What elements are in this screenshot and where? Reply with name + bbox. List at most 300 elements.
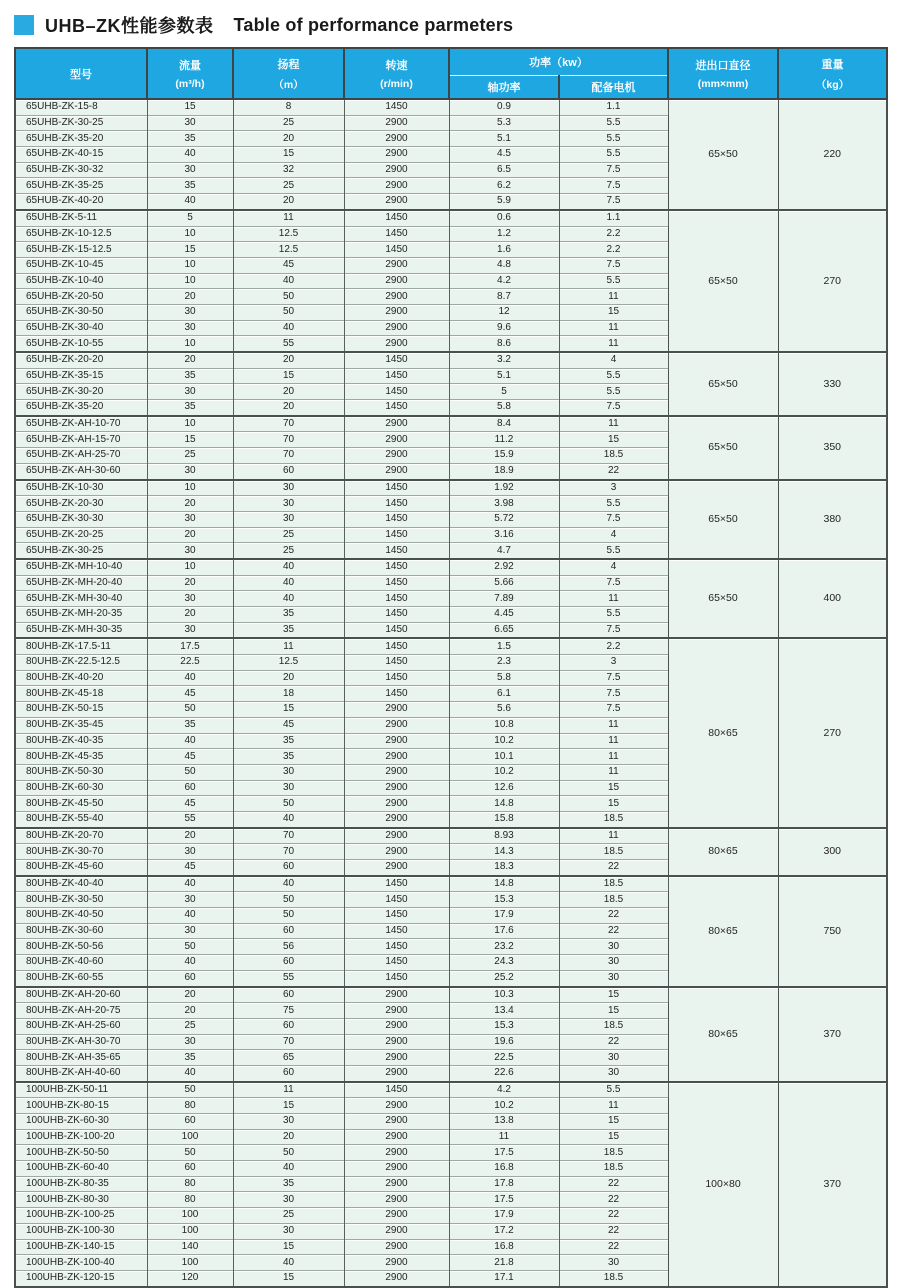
shaft-power-cell: 3.98 bbox=[449, 496, 559, 512]
flow-cell: 20 bbox=[147, 527, 233, 543]
shaft-power-cell: 7.89 bbox=[449, 591, 559, 607]
motor-power-cell: 18.5 bbox=[559, 1018, 668, 1034]
motor-power-cell: 11 bbox=[559, 1098, 668, 1114]
shaft-power-cell: 6.65 bbox=[449, 622, 559, 638]
speed-cell: 1450 bbox=[344, 876, 449, 892]
model-cell: 100UHB-ZK-100-25 bbox=[15, 1208, 147, 1224]
head-cell: 70 bbox=[233, 1034, 344, 1050]
model-cell: 80UHB-ZK-60-55 bbox=[15, 970, 147, 986]
flow-cell: 20 bbox=[147, 289, 233, 305]
table-row bbox=[15, 210, 887, 226]
header-flow-unit: (m³/h) bbox=[175, 78, 205, 90]
head-cell: 56 bbox=[233, 939, 344, 955]
model-cell: 65UHB-ZK-20-30 bbox=[15, 496, 147, 512]
motor-power-cell: 18.5 bbox=[559, 1270, 668, 1286]
speed-cell: 1450 bbox=[344, 892, 449, 908]
model-cell: 65UHB-ZK-35-20 bbox=[15, 131, 147, 147]
flow-cell: 30 bbox=[147, 384, 233, 400]
shaft-power-cell: 8.4 bbox=[449, 416, 559, 432]
head-cell: 25 bbox=[233, 543, 344, 559]
model-cell: 80UHB-ZK-22.5-12.5 bbox=[15, 655, 147, 671]
head-cell: 11 bbox=[233, 1082, 344, 1098]
flow-cell: 30 bbox=[147, 591, 233, 607]
table-row bbox=[15, 99, 887, 115]
head-cell: 20 bbox=[233, 400, 344, 416]
speed-cell: 1450 bbox=[344, 99, 449, 115]
flow-cell: 25 bbox=[147, 448, 233, 464]
shaft-power-cell: 10.3 bbox=[449, 987, 559, 1003]
shaft-power-cell: 13.8 bbox=[449, 1114, 559, 1130]
head-cell: 32 bbox=[233, 162, 344, 178]
motor-power-cell: 11 bbox=[559, 591, 668, 607]
head-cell: 15 bbox=[233, 702, 344, 718]
flow-cell: 80 bbox=[147, 1176, 233, 1192]
motor-power-cell: 5.5 bbox=[559, 273, 668, 289]
motor-power-cell: 18.5 bbox=[559, 844, 668, 860]
motor-power-cell: 11 bbox=[559, 416, 668, 432]
model-cell: 65UHB-ZK-10-40 bbox=[15, 273, 147, 289]
motor-power-cell: 22 bbox=[559, 1176, 668, 1192]
speed-cell: 1450 bbox=[344, 400, 449, 416]
flow-cell: 45 bbox=[147, 686, 233, 702]
inlet-outlet-diameter-cell: 100×80 bbox=[668, 1082, 778, 1287]
header-head bbox=[233, 48, 344, 99]
motor-power-cell: 22 bbox=[559, 1239, 668, 1255]
speed-cell: 1450 bbox=[344, 1082, 449, 1098]
title-english: Table of performance parmeters bbox=[233, 14, 514, 35]
head-cell: 40 bbox=[233, 1161, 344, 1177]
model-cell: 100UHB-ZK-50-50 bbox=[15, 1145, 147, 1161]
motor-power-cell: 1.1 bbox=[559, 99, 668, 115]
model-cell: 100UHB-ZK-80-35 bbox=[15, 1176, 147, 1192]
weight-value-cell: 270 bbox=[778, 210, 887, 352]
shaft-power-cell: 22.5 bbox=[449, 1050, 559, 1066]
motor-power-cell: 22 bbox=[559, 908, 668, 924]
model-cell: 65UHB-ZK-35-25 bbox=[15, 178, 147, 194]
speed-cell: 2900 bbox=[344, 1161, 449, 1177]
flow-cell: 35 bbox=[147, 400, 233, 416]
speed-cell: 1450 bbox=[344, 591, 449, 607]
flow-cell: 100 bbox=[147, 1255, 233, 1271]
speed-cell: 2900 bbox=[344, 1003, 449, 1019]
speed-cell: 1450 bbox=[344, 527, 449, 543]
speed-cell: 2900 bbox=[344, 717, 449, 733]
shaft-power-cell: 10.2 bbox=[449, 764, 559, 780]
shaft-power-cell: 10.2 bbox=[449, 1098, 559, 1114]
model-cell: 65HUB-ZK-40-20 bbox=[15, 194, 147, 210]
flow-cell: 30 bbox=[147, 162, 233, 178]
flow-cell: 60 bbox=[147, 780, 233, 796]
motor-power-cell: 30 bbox=[559, 939, 668, 955]
speed-cell: 2900 bbox=[344, 1223, 449, 1239]
header-speed bbox=[344, 48, 449, 99]
model-cell: 65UHB-ZK-10-30 bbox=[15, 480, 147, 496]
head-cell: 25 bbox=[233, 178, 344, 194]
speed-cell: 2900 bbox=[344, 448, 449, 464]
head-cell: 35 bbox=[233, 1176, 344, 1192]
inlet-outlet-diameter-cell: 65×50 bbox=[668, 559, 778, 638]
flow-cell: 20 bbox=[147, 828, 233, 844]
model-cell: 80UHB-ZK-55-40 bbox=[15, 811, 147, 827]
motor-power-cell: 22 bbox=[559, 1223, 668, 1239]
table-row bbox=[15, 638, 887, 654]
motor-power-cell: 18.5 bbox=[559, 876, 668, 892]
shaft-power-cell: 21.8 bbox=[449, 1255, 559, 1271]
speed-cell: 2900 bbox=[344, 1114, 449, 1130]
flow-cell: 45 bbox=[147, 796, 233, 812]
head-cell: 20 bbox=[233, 352, 344, 368]
head-cell: 60 bbox=[233, 1065, 344, 1081]
shaft-power-cell: 8.7 bbox=[449, 289, 559, 305]
title-accent-square-icon bbox=[14, 15, 34, 35]
header-flow bbox=[147, 48, 233, 99]
head-cell: 75 bbox=[233, 1003, 344, 1019]
shaft-power-cell: 18.9 bbox=[449, 463, 559, 479]
flow-cell: 40 bbox=[147, 147, 233, 163]
shaft-power-cell: 2.92 bbox=[449, 559, 559, 575]
weight-value-cell: 400 bbox=[778, 559, 887, 638]
shaft-power-cell: 10.1 bbox=[449, 749, 559, 765]
model-cell: 80UHB-ZK-30-50 bbox=[15, 892, 147, 908]
flow-cell: 10 bbox=[147, 336, 233, 352]
motor-power-cell: 7.5 bbox=[559, 686, 668, 702]
shaft-power-cell: 5.1 bbox=[449, 368, 559, 384]
shaft-power-cell: 4.8 bbox=[449, 257, 559, 273]
flow-cell: 60 bbox=[147, 970, 233, 986]
motor-power-cell: 3 bbox=[559, 655, 668, 671]
head-cell: 40 bbox=[233, 811, 344, 827]
model-cell: 65UHB-ZK-15-8 bbox=[15, 99, 147, 115]
motor-power-cell: 5.5 bbox=[559, 384, 668, 400]
motor-power-cell: 22 bbox=[559, 860, 668, 876]
motor-power-cell: 5.5 bbox=[559, 496, 668, 512]
model-cell: 100UHB-ZK-50-11 bbox=[15, 1082, 147, 1098]
motor-power-cell: 15 bbox=[559, 780, 668, 796]
flow-cell: 30 bbox=[147, 543, 233, 559]
model-cell: 100UHB-ZK-80-30 bbox=[15, 1192, 147, 1208]
head-cell: 8 bbox=[233, 99, 344, 115]
flow-cell: 60 bbox=[147, 1114, 233, 1130]
flow-cell: 35 bbox=[147, 178, 233, 194]
head-cell: 30 bbox=[233, 480, 344, 496]
speed-cell: 2900 bbox=[344, 1018, 449, 1034]
shaft-power-cell: 9.6 bbox=[449, 320, 559, 336]
motor-power-cell: 30 bbox=[559, 1050, 668, 1066]
model-cell: 65UHB-ZK-AH-10-70 bbox=[15, 416, 147, 432]
shaft-power-cell: 8.93 bbox=[449, 828, 559, 844]
speed-cell: 2900 bbox=[344, 1145, 449, 1161]
speed-cell: 1450 bbox=[344, 384, 449, 400]
shaft-power-cell: 16.8 bbox=[449, 1239, 559, 1255]
speed-cell: 2900 bbox=[344, 178, 449, 194]
model-cell: 80UHB-ZK-50-15 bbox=[15, 702, 147, 718]
head-cell: 65 bbox=[233, 1050, 344, 1066]
shaft-power-cell: 3.2 bbox=[449, 352, 559, 368]
flow-cell: 55 bbox=[147, 811, 233, 827]
shaft-power-cell: 5.8 bbox=[449, 670, 559, 686]
shaft-power-cell: 12 bbox=[449, 304, 559, 320]
speed-cell: 2900 bbox=[344, 1270, 449, 1286]
head-cell: 40 bbox=[233, 876, 344, 892]
speed-cell: 2900 bbox=[344, 194, 449, 210]
head-cell: 20 bbox=[233, 131, 344, 147]
speed-cell: 2900 bbox=[344, 320, 449, 336]
model-cell: 65UHB-ZK-40-15 bbox=[15, 147, 147, 163]
flow-cell: 10 bbox=[147, 416, 233, 432]
speed-cell: 1450 bbox=[344, 939, 449, 955]
speed-cell: 2900 bbox=[344, 162, 449, 178]
head-cell: 35 bbox=[233, 622, 344, 638]
speed-cell: 2900 bbox=[344, 1065, 449, 1081]
motor-power-cell: 18.5 bbox=[559, 448, 668, 464]
flow-cell: 20 bbox=[147, 352, 233, 368]
head-cell: 15 bbox=[233, 1239, 344, 1255]
table-row bbox=[15, 1082, 887, 1098]
inlet-outlet-diameter-cell: 80×65 bbox=[668, 638, 778, 827]
flow-cell: 20 bbox=[147, 496, 233, 512]
page-title bbox=[14, 12, 900, 38]
weight-value-cell: 330 bbox=[778, 352, 887, 416]
speed-cell: 2900 bbox=[344, 860, 449, 876]
head-cell: 50 bbox=[233, 892, 344, 908]
head-cell: 60 bbox=[233, 463, 344, 479]
speed-cell: 1450 bbox=[344, 368, 449, 384]
head-cell: 25 bbox=[233, 1208, 344, 1224]
head-cell: 12.5 bbox=[233, 655, 344, 671]
speed-cell: 2900 bbox=[344, 828, 449, 844]
motor-power-cell: 18.5 bbox=[559, 811, 668, 827]
speed-cell: 1450 bbox=[344, 559, 449, 575]
motor-power-cell: 7.5 bbox=[559, 511, 668, 527]
shaft-power-cell: 6.1 bbox=[449, 686, 559, 702]
flow-cell: 40 bbox=[147, 670, 233, 686]
speed-cell: 2900 bbox=[344, 336, 449, 352]
speed-cell: 1450 bbox=[344, 352, 449, 368]
speed-cell: 2900 bbox=[344, 289, 449, 305]
speed-cell: 1450 bbox=[344, 226, 449, 242]
head-cell: 60 bbox=[233, 860, 344, 876]
head-cell: 15 bbox=[233, 147, 344, 163]
flow-cell: 10 bbox=[147, 257, 233, 273]
flow-cell: 17.5 bbox=[147, 638, 233, 654]
speed-cell: 1450 bbox=[344, 655, 449, 671]
inlet-outlet-diameter-cell: 80×65 bbox=[668, 828, 778, 876]
speed-cell: 2900 bbox=[344, 702, 449, 718]
model-cell: 100UHB-ZK-100-20 bbox=[15, 1129, 147, 1145]
flow-cell: 10 bbox=[147, 559, 233, 575]
flow-cell: 100 bbox=[147, 1223, 233, 1239]
head-cell: 50 bbox=[233, 289, 344, 305]
model-cell: 80UHB-ZK-AH-30-70 bbox=[15, 1034, 147, 1050]
head-cell: 40 bbox=[233, 273, 344, 289]
model-cell: 65UHB-ZK-AH-15-70 bbox=[15, 432, 147, 448]
flow-cell: 35 bbox=[147, 368, 233, 384]
shaft-power-cell: 6.2 bbox=[449, 178, 559, 194]
model-cell: 65UHB-ZK-20-25 bbox=[15, 527, 147, 543]
shaft-power-cell: 17.6 bbox=[449, 923, 559, 939]
model-cell: 65UHB-ZK-MH-30-40 bbox=[15, 591, 147, 607]
model-cell: 80UHB-ZK-45-50 bbox=[15, 796, 147, 812]
flow-cell: 45 bbox=[147, 749, 233, 765]
model-cell: 80UHB-ZK-AH-35-65 bbox=[15, 1050, 147, 1066]
motor-power-cell: 11 bbox=[559, 828, 668, 844]
head-cell: 40 bbox=[233, 559, 344, 575]
head-cell: 50 bbox=[233, 796, 344, 812]
model-cell: 65UHB-ZK-MH-10-40 bbox=[15, 559, 147, 575]
shaft-power-cell: 0.6 bbox=[449, 210, 559, 226]
head-cell: 50 bbox=[233, 908, 344, 924]
head-cell: 60 bbox=[233, 923, 344, 939]
shaft-power-cell: 1.6 bbox=[449, 242, 559, 258]
model-cell: 65UHB-ZK-30-32 bbox=[15, 162, 147, 178]
head-cell: 70 bbox=[233, 448, 344, 464]
flow-cell: 22.5 bbox=[147, 655, 233, 671]
speed-cell: 1450 bbox=[344, 496, 449, 512]
shaft-power-cell: 14.8 bbox=[449, 796, 559, 812]
shaft-power-cell: 15.8 bbox=[449, 811, 559, 827]
head-cell: 55 bbox=[233, 336, 344, 352]
motor-power-cell: 4 bbox=[559, 527, 668, 543]
shaft-power-cell: 17.1 bbox=[449, 1270, 559, 1286]
motor-power-cell: 2.2 bbox=[559, 242, 668, 258]
model-cell: 80UHB-ZK-35-45 bbox=[15, 717, 147, 733]
weight-value-cell: 370 bbox=[778, 987, 887, 1082]
flow-cell: 30 bbox=[147, 115, 233, 131]
model-cell: 80UHB-ZK-30-70 bbox=[15, 844, 147, 860]
model-cell: 65UHB-ZK-15-12.5 bbox=[15, 242, 147, 258]
shaft-power-cell: 23.2 bbox=[449, 939, 559, 955]
motor-power-cell: 7.5 bbox=[559, 702, 668, 718]
motor-power-cell: 5.5 bbox=[559, 1082, 668, 1098]
flow-cell: 10 bbox=[147, 226, 233, 242]
shaft-power-cell: 3.16 bbox=[449, 527, 559, 543]
speed-cell: 2900 bbox=[344, 1176, 449, 1192]
motor-power-cell: 11 bbox=[559, 717, 668, 733]
model-cell: 80UHB-ZK-40-60 bbox=[15, 955, 147, 971]
head-cell: 15 bbox=[233, 1270, 344, 1286]
table-body bbox=[15, 99, 887, 1287]
motor-power-cell: 22 bbox=[559, 463, 668, 479]
shaft-power-cell: 14.8 bbox=[449, 876, 559, 892]
model-cell: 100UHB-ZK-60-40 bbox=[15, 1161, 147, 1177]
header-diameter-label: 进出口直径 bbox=[695, 60, 751, 72]
header-model: 型号 bbox=[15, 48, 147, 99]
model-cell: 80UHB-ZK-AH-20-60 bbox=[15, 987, 147, 1003]
shaft-power-cell: 5.72 bbox=[449, 511, 559, 527]
motor-power-cell: 7.5 bbox=[559, 257, 668, 273]
weight-value-cell: 380 bbox=[778, 480, 887, 559]
flow-cell: 20 bbox=[147, 1003, 233, 1019]
motor-power-cell: 18.5 bbox=[559, 1161, 668, 1177]
weight-value-cell: 750 bbox=[778, 876, 887, 987]
speed-cell: 1450 bbox=[344, 210, 449, 226]
head-cell: 30 bbox=[233, 780, 344, 796]
model-cell: 80UHB-ZK-AH-40-60 bbox=[15, 1065, 147, 1081]
flow-cell: 20 bbox=[147, 987, 233, 1003]
head-cell: 55 bbox=[233, 970, 344, 986]
speed-cell: 1450 bbox=[344, 638, 449, 654]
flow-cell: 20 bbox=[147, 575, 233, 591]
motor-power-cell: 7.5 bbox=[559, 670, 668, 686]
header-diameter bbox=[668, 48, 778, 99]
flow-cell: 60 bbox=[147, 1161, 233, 1177]
model-cell: 80UHB-ZK-30-60 bbox=[15, 923, 147, 939]
model-cell: 100UHB-ZK-100-40 bbox=[15, 1255, 147, 1271]
speed-cell: 2900 bbox=[344, 1129, 449, 1145]
head-cell: 70 bbox=[233, 432, 344, 448]
motor-power-cell: 5.5 bbox=[559, 543, 668, 559]
model-cell: 100UHB-ZK-100-30 bbox=[15, 1223, 147, 1239]
header-head-unit: （m） bbox=[273, 78, 304, 91]
flow-cell: 30 bbox=[147, 622, 233, 638]
header-diameter-unit: (mm×mm) bbox=[697, 78, 749, 90]
model-cell: 80UHB-ZK-AH-25-60 bbox=[15, 1018, 147, 1034]
header-head-label: 扬程 bbox=[277, 58, 300, 71]
shaft-power-cell: 4.5 bbox=[449, 147, 559, 163]
shaft-power-cell: 19.6 bbox=[449, 1034, 559, 1050]
motor-power-cell: 15 bbox=[559, 1129, 668, 1145]
model-cell: 65UHB-ZK-30-25 bbox=[15, 115, 147, 131]
motor-power-cell: 7.5 bbox=[559, 400, 668, 416]
motor-power-cell: 15 bbox=[559, 432, 668, 448]
inlet-outlet-diameter-cell: 80×65 bbox=[668, 876, 778, 987]
table-row bbox=[15, 480, 887, 496]
head-cell: 40 bbox=[233, 320, 344, 336]
table-row bbox=[15, 876, 887, 892]
model-cell: 100UHB-ZK-140-15 bbox=[15, 1239, 147, 1255]
shaft-power-cell: 17.5 bbox=[449, 1145, 559, 1161]
motor-power-cell: 11 bbox=[559, 733, 668, 749]
speed-cell: 2900 bbox=[344, 733, 449, 749]
motor-power-cell: 22 bbox=[559, 1192, 668, 1208]
flow-cell: 40 bbox=[147, 955, 233, 971]
speed-cell: 2900 bbox=[344, 1098, 449, 1114]
speed-cell: 1450 bbox=[344, 607, 449, 623]
shaft-power-cell: 1.92 bbox=[449, 480, 559, 496]
motor-power-cell: 18.5 bbox=[559, 1145, 668, 1161]
model-cell: 65UHB-ZK-35-20 bbox=[15, 400, 147, 416]
inlet-outlet-diameter-cell: 65×50 bbox=[668, 416, 778, 480]
motor-power-cell: 7.5 bbox=[559, 178, 668, 194]
flow-cell: 10 bbox=[147, 273, 233, 289]
speed-cell: 1450 bbox=[344, 622, 449, 638]
shaft-power-cell: 5.9 bbox=[449, 194, 559, 210]
head-cell: 40 bbox=[233, 1255, 344, 1271]
flow-cell: 35 bbox=[147, 717, 233, 733]
speed-cell: 2900 bbox=[344, 1034, 449, 1050]
motor-power-cell: 2.2 bbox=[559, 638, 668, 654]
weight-value-cell: 300 bbox=[778, 828, 887, 876]
head-cell: 25 bbox=[233, 115, 344, 131]
head-cell: 60 bbox=[233, 1018, 344, 1034]
flow-cell: 140 bbox=[147, 1239, 233, 1255]
flow-cell: 80 bbox=[147, 1192, 233, 1208]
shaft-power-cell: 5.6 bbox=[449, 702, 559, 718]
shaft-power-cell: 15.3 bbox=[449, 1018, 559, 1034]
model-cell: 100UHB-ZK-60-30 bbox=[15, 1114, 147, 1130]
flow-cell: 50 bbox=[147, 1082, 233, 1098]
motor-power-cell: 18.5 bbox=[559, 892, 668, 908]
model-cell: 80UHB-ZK-45-18 bbox=[15, 686, 147, 702]
shaft-power-cell: 17.9 bbox=[449, 908, 559, 924]
model-cell: 65UHB-ZK-10-45 bbox=[15, 257, 147, 273]
model-cell: 65UHB-ZK-30-50 bbox=[15, 304, 147, 320]
shaft-power-cell: 15.3 bbox=[449, 892, 559, 908]
speed-cell: 2900 bbox=[344, 987, 449, 1003]
motor-power-cell: 5.5 bbox=[559, 607, 668, 623]
speed-cell: 1450 bbox=[344, 970, 449, 986]
model-cell: 65UHB-ZK-MH-30-35 bbox=[15, 622, 147, 638]
